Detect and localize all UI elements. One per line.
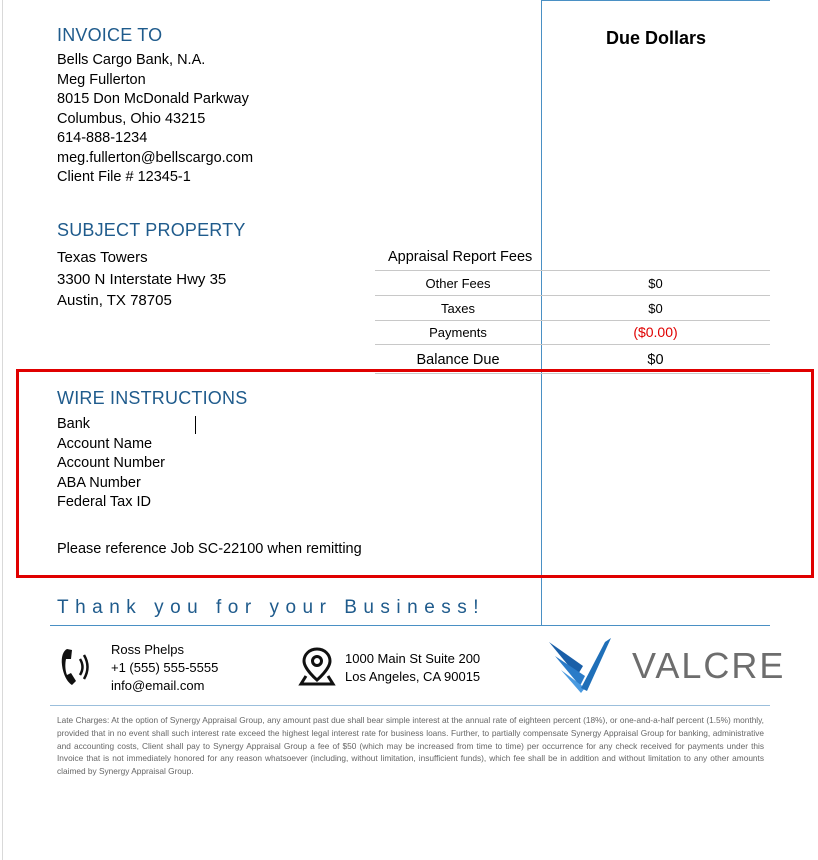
fee-value: ($0.00) [633,324,678,340]
fee-value: $0 [648,276,663,291]
contact-name: Meg Fullerton [57,71,146,88]
address-block [345,650,480,686]
contact-phone: +1 (555) 555-5555 [111,660,219,675]
subject-property-heading: SUBJECT PROPERTY [57,220,246,240]
appraisal-fees-heading: Appraisal Report Fees [388,249,533,265]
client-street: 8015 Don McDonald Parkway [57,91,249,107]
fine-print-rule [50,705,770,706]
due-dollars-title: Due Dollars [605,28,707,48]
address-line-2: Los Angeles, CA 90015 [345,669,481,684]
property-street: 3300 N Interstate Hwy 35 [57,270,227,288]
contact-person: Ross Phelps [111,642,184,657]
phone-icon [58,645,98,689]
wire-account-number: Account Number [57,455,165,471]
fee-row-other [375,271,770,296]
fee-label: Payments [429,325,487,340]
wire-bank: Bank [57,416,91,432]
valcre-logo-text: VALCRE [632,645,786,686]
wire-account-name: Account Name [57,435,153,452]
invoice-to-heading: INVOICE TO [57,25,163,45]
fee-row-taxes [375,296,770,321]
fee-label: Other Fees [425,276,491,291]
top-rule [541,0,770,1]
fee-label: Taxes [441,301,475,316]
contact-block [111,641,218,695]
address-line-1: 1000 Main St Suite 200 [345,651,481,666]
property-city: Austin, TX 78705 [57,292,172,309]
wire-reference: Please reference Job SC-22100 when remitting [57,541,362,557]
contact-email: info@email.com [111,678,205,693]
wire-federal-tax-id: Federal Tax ID [57,494,152,510]
location-pin-icon [298,646,336,688]
late-charges-fine-print: Late Charges: At the option of Synergy Appraisal Group, any amount past due shall bear simple interest at the annual rate of eighteen percent (18%), or one-and-a-half percent (1.5%) monthly, provided that in no event shall such interest rate exceed the highest legal interest rate for business loans. Further, to partially compensate Synergy Appraisal Group for banking, administrative and accounting costs, Client shall pay to Synergy Appraisal Group a fee of $50 (which may be increased from time to time) per occurrence for any check received for payments under this Invoice that is not immediately honored for any reason whatsoever (including, without limitation, insufficient funds), which fee shall be in addition and without limitation to any other amounts claimed by Synergy Appraisal Group. [57,715,764,777]
property-name: Texas Towers [57,249,148,266]
text-cursor [195,416,196,434]
subject-property-block [57,247,226,312]
thank-you-banner: Thank you for your Business! [57,597,486,618]
wire-instructions-block [57,415,165,513]
client-email: meg.fullerton@bellscargo.com [57,149,254,166]
wire-aba-number: ABA Number [57,474,141,491]
client-name: Bells Cargo Bank, N.A. [57,52,206,68]
valcre-wing-logo-icon [547,636,613,694]
client-file-number: Client File # 12345-1 [57,169,191,185]
balance-value: $0 [647,352,664,368]
client-city: Columbus, Ohio 43215 [57,110,206,127]
balance-label: Balance Due [416,352,500,368]
invoice-to-block [57,51,253,188]
fee-row-payments [375,320,770,345]
fee-value: $0 [648,301,663,316]
footer-top-rule [50,625,770,626]
client-phone: 614-888-1234 [57,130,148,146]
wire-instructions-heading: WIRE INSTRUCTIONS [57,388,248,408]
page-left-border [2,0,3,860]
